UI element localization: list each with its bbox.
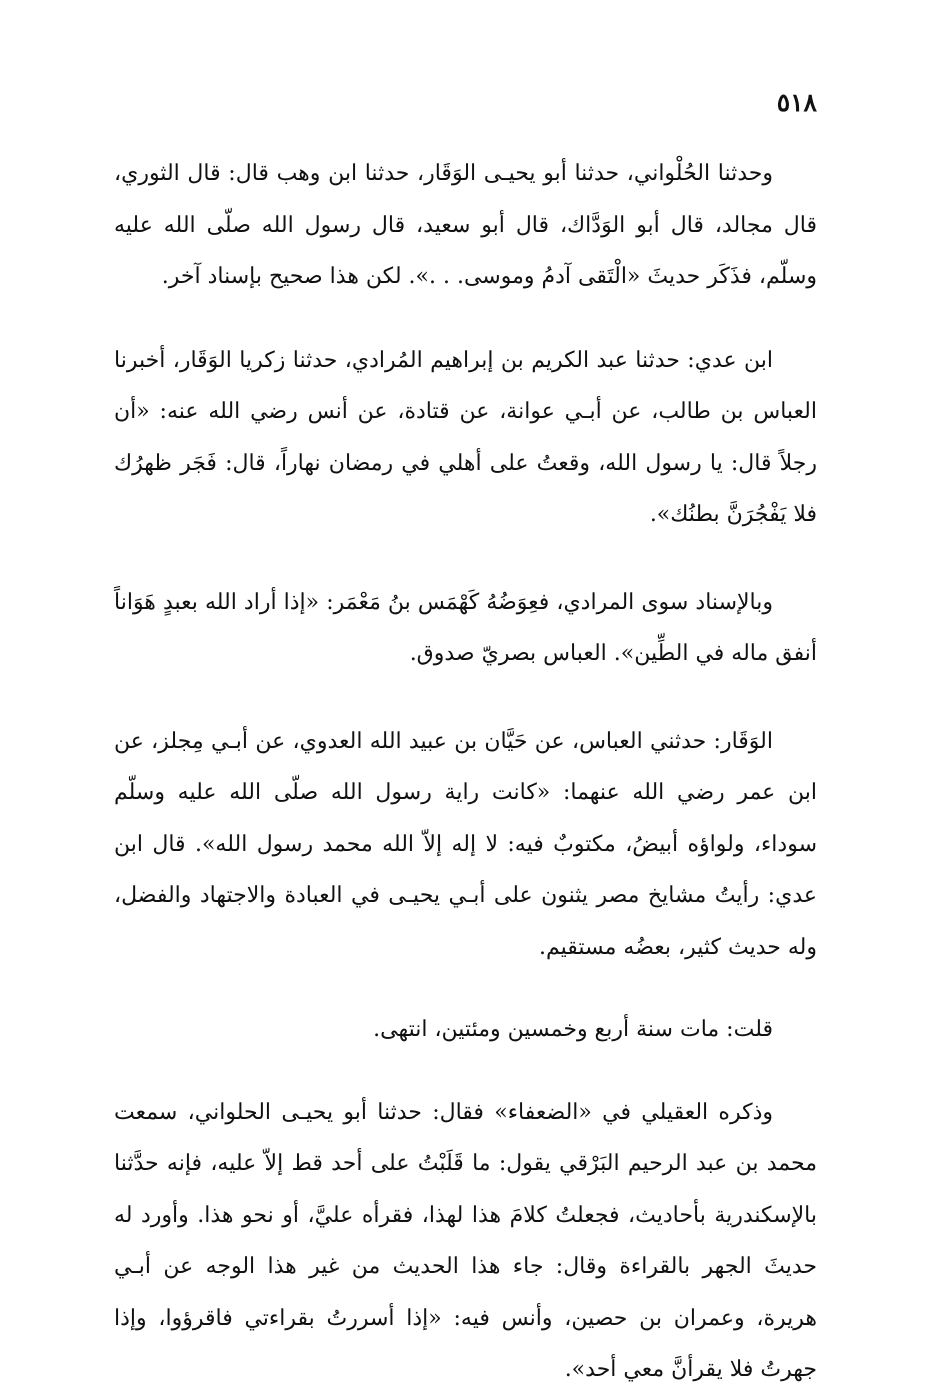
paragraph-death-date: قلت: مات سنة أربع وخمسين ومئتين، انتهى. [373, 1017, 773, 1042]
paragraph-uqaili-duafa: وذكره العقيلي في «الضعفاء» فقال: حدثنا أبو يحيـى الحلواني، سمعت محمد بن عبد الرحيم البَرْقي يقول: ما قَلَبْتُ على أحد قط إلاّ عليه، فإنه حدَّثنا بالإسكندرية بأحاديث، فجعلتُ كلامَ هذا لهذا، فقرأه عليَّ، أو نحو هذا. وأورد له حديثَ الجهر بالقراءة وقال: جاء هذا الحديث من غير هذا الوجه عن أبـي هريرة، وعمران بن حصين، وأنس فيه: «إذا أسررتُ بقراءتي فاقرؤوا، وإذا جهرتُ فلا يقرأنَّ معي أحد». [114, 1099, 818, 1382]
paragraph-hulwani-narration: وحدثنا الحُلْواني، حدثنا أبو يحيـى الوَقَار، حدثنا ابن وهب قال: قال الثوري، قال مجالد، قال أبو الوَدَّاك، قال أبو سعيد، قال رسول الله صلّى الله عليه وسلّم، فذَكَر حديثَ «الْتَقى آدمُ وموسى. . .». لكن هذا صحيح بإسناد آخر. [114, 161, 817, 289]
paragraph-ibn-adi-narration: ابن عدي: حدثنا عبد الكريم بن إبراهيم المُرادي، حدثنا زكريا الوَقَار، أخبرنا العباس بن طالب، عن أبـي عوانة، عن قتادة، عن أنس رضي الله عنه: «أن رجلاً قال: يا رسول الله، وقعتُ على أهلي في رمضان نهاراً، قال: فَجَر ظهرُك فلا يَفْجُرَنَّ بطنُك». [114, 347, 817, 527]
paragraph-isnad-kahmas: وبالإسناد سوى المرادي، فعِوَضُهُ كَهْمَس بنُ مَعْمَر: «إذا أراد الله بعبدٍ هَوَاناً أنفق ماله في الطِّين». العباس بصريّ صدوق. [114, 589, 817, 666]
page-number: ٥١٨ [776, 88, 817, 117]
paragraph-waqqar-banner-hadith: الوَقَار: حدثني العباس، عن حَيَّان بن عبيد الله العدوي، عن أبـي مِجلز، عن ابن عمر رضي الله عنهما: «كانت راية رسول الله صلّى الله عليه وسلّم سوداء، ولواؤه أبيضُ، مكتوبٌ فيه: لا إله إلاّ الله محمد رسول الله». قال ابن عدي: رأيتُ مشايخ مصر يثنون على أبـي يحيـى في العبادة والاجتهاد والفضل، وله حديث كثير، بعضُه مستقيم. [114, 728, 818, 960]
page-body [114, 148, 817, 1396]
